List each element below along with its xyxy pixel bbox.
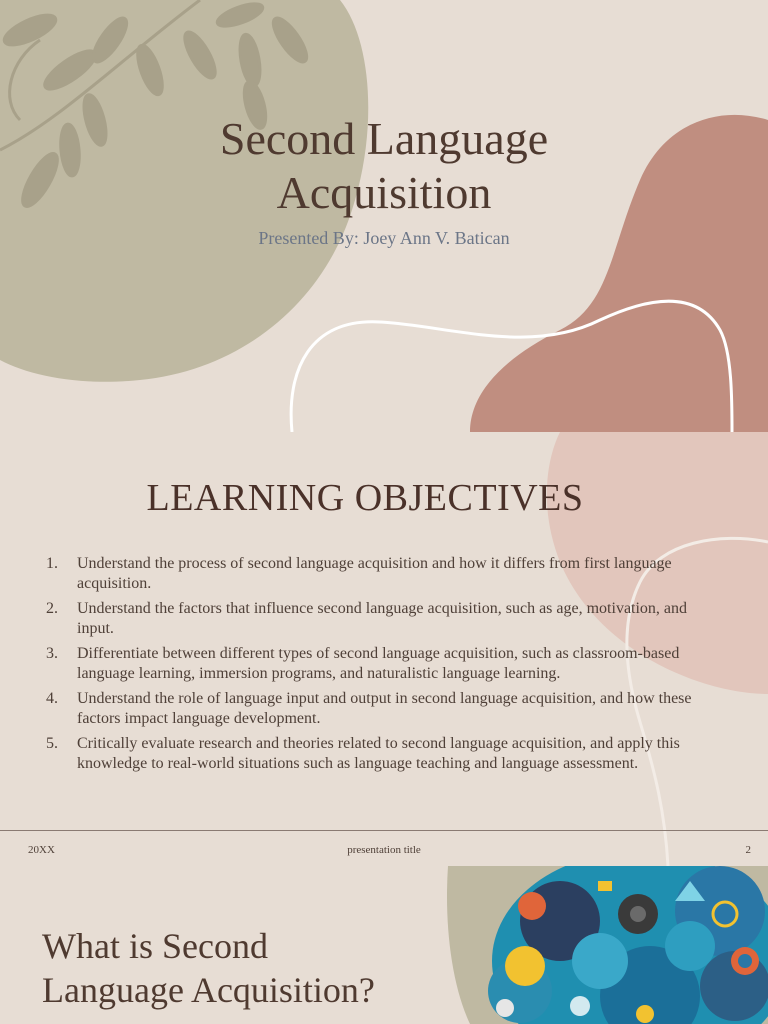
- objective-text: Understand the factors that influence second language acquisition, such as age, motivation, and input.: [77, 600, 688, 637]
- footer-divider: [0, 830, 768, 831]
- objective-number: 1.: [46, 555, 58, 572]
- objective-text: Critically evaluate research and theories related to second language acquisition, and apply this knowledge to real-world situations such as language teaching and language assessment.: [77, 735, 680, 772]
- slide-heading: LEARNING OBJECTIVES: [146, 477, 584, 519]
- objective-text: Understand the process of second language acquisition and how it differs from first language acquisition.: [77, 555, 672, 592]
- objective-number: 5.: [46, 735, 58, 752]
- objective-text: Understand the role of language input and output in second language acquisition, and how these factors impact language development.: [77, 690, 692, 727]
- footer-slide-number: 2: [745, 844, 751, 856]
- title-line-2: Acquisition: [276, 167, 492, 218]
- objectives-list: [40, 554, 720, 779]
- slide-title: [0, 0, 768, 432]
- presentation-title: [0, 112, 768, 220]
- footer-presentation-title: presentation title: [347, 844, 421, 856]
- objective-number: 4.: [46, 690, 58, 707]
- slide-what-is-sla: [0, 866, 768, 1024]
- objective-item: [40, 644, 720, 683]
- objective-item: [40, 734, 720, 773]
- objective-number: 3.: [46, 645, 58, 662]
- objective-item: [40, 599, 720, 638]
- heading-line-2: Language Acquisition?: [42, 970, 375, 1010]
- objective-text: Differentiate between different types of second language acquisition, such as classroom-based language learning, immersion programs, and naturalistic language learning.: [77, 645, 680, 682]
- objective-item: [40, 554, 720, 593]
- presenter-subtitle: Presented By: Joey Ann V. Batican: [258, 228, 510, 248]
- slide-heading: [42, 924, 462, 1012]
- objective-number: 2.: [46, 600, 58, 617]
- title-line-1: Second Language: [219, 113, 549, 164]
- language-learning-illustration: [488, 866, 768, 1024]
- slide-learning-objectives: [0, 432, 768, 866]
- objective-item: [40, 689, 720, 728]
- footer-date: 20XX: [28, 844, 55, 856]
- heading-line-1: What is Second: [42, 926, 268, 966]
